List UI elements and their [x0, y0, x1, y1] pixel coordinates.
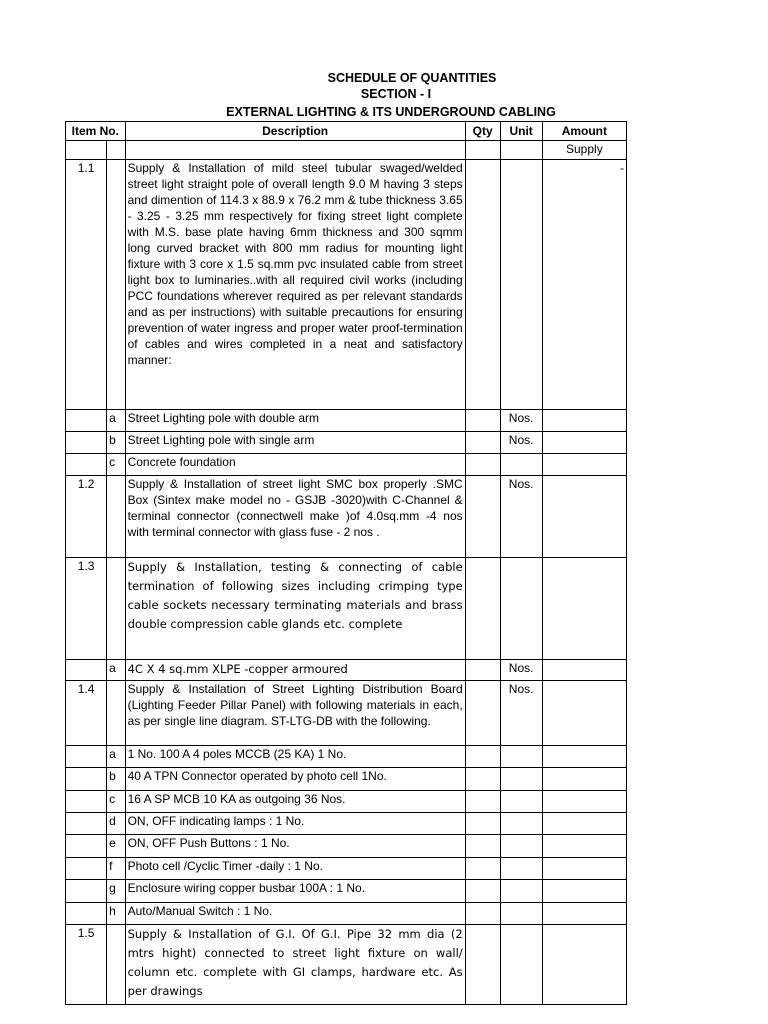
section-title: SECTION - I [360, 87, 432, 101]
schedule-table [65, 121, 627, 1005]
sub-item-description: 4C X 4 sq.mm XLPE -copper armoured [125, 660, 465, 681]
sub-item-description: Photo cell /Cyclic Timer -daily : 1 No. [125, 858, 465, 880]
section-subtitle: EXTERNAL LIGHTING & ITS UNDERGROUND CABLING [226, 105, 556, 119]
item-number: 1.5 [66, 925, 107, 1005]
item-description: Supply & Installation of Street Lighting Distribution Board (Lighting Feeder Pillar Panel) with following materials in each, as per single line diagram. ST-LTG-DB with the following. [125, 681, 465, 746]
sub-item-description: ON, OFF Push Buttons : 1 No. [125, 835, 465, 858]
sub-item-code: c [107, 454, 125, 476]
sub-item-code: b [107, 768, 125, 791]
sub-item-code: b [107, 432, 125, 454]
sub-item-code: a [107, 746, 125, 768]
item-description: Supply & Installation, testing & connecting of cable termination of following sizes including crimping type cable sockets necessary terminating materials and brass double compression cable glands etc. complete [125, 558, 465, 660]
sub-item-code: g [107, 880, 125, 903]
sub-item-description: Enclosure wiring copper busbar 100A : 1 No. [125, 880, 465, 903]
item-unit: Nos. [500, 476, 542, 558]
item-number: 1.1 [66, 160, 107, 410]
table-row [66, 746, 627, 768]
sub-item-description: 16 A SP MCB 10 KA as outgoing 36 Nos. [125, 791, 465, 813]
table-row [66, 660, 627, 681]
column-header-amount: Amount [542, 122, 626, 141]
sub-item-code: h [107, 903, 125, 925]
item-unit: Nos. [500, 410, 542, 432]
item-description: Supply & Installation of mild steel tubular swaged/welded street light straight pole of overall length 9.0 M having 3 steps and dimention of 114.3 x 88.9 x 76.2 mm & tube thickness 3.65 - 3.25 - 3.25 mm respectively for fixing street light complete with M.S. base plate having 6mm thickness and 300 sqmm long curved bracket with 800 mm radius for mounting light fixture with 3 core x 1.5 sq.mm pvc insulated cable from street light box to luminaries..with all required civil works (including PCC foundations wherever required as per relevant standards and as per instructions) with suitable precautions for ensuring prevention of water ingress and proper water proof-termination of cables and wires completed in a neat and satisfactory manner: [125, 160, 465, 410]
table-row [66, 858, 627, 880]
table-row [66, 160, 627, 410]
item-number: 1.3 [66, 558, 107, 660]
column-header-description: Description [125, 122, 465, 141]
table-subheader-row [66, 141, 627, 160]
sub-item-description: Street Lighting pole with double arm [125, 410, 465, 432]
item-number: 1.4 [66, 681, 107, 746]
sub-item-code: c [107, 791, 125, 813]
table-row [66, 454, 627, 476]
sub-item-description: Auto/Manual Switch : 1 No. [125, 903, 465, 925]
sub-item-code: f [107, 858, 125, 880]
table-row [66, 558, 627, 660]
sub-item-description: Street Lighting pole with single arm [125, 432, 465, 454]
column-header-qty: Qty [465, 122, 500, 141]
table-row [66, 410, 627, 432]
column-header-supply: Supply [542, 141, 626, 160]
item-description: Supply & Installation of G.I. Of G.I. Pipe 32 mm dia (2 mtrs hight) connected to street light fixture on wall/ column etc. complete with GI clamps, hardware etc. As per drawings [125, 925, 465, 1005]
sub-item-code: a [107, 660, 125, 681]
column-header-unit: Unit [500, 122, 542, 141]
item-unit: Nos. [500, 681, 542, 746]
table-row [66, 791, 627, 813]
item-unit: Nos. [500, 432, 542, 454]
document-title: SCHEDULE OF QUANTITIES [327, 71, 497, 85]
table-row [66, 432, 627, 454]
item-description: Supply & Installation of street light SMC box properly .SMC Box (Sintex make model no - GSJB -3020)with C-Channel & terminal connector (connectwell make )of 4.0sq.mm -4 nos with terminal connector with glass fuse - 2 nos . [125, 476, 465, 558]
sub-item-description: 40 A TPN Connector operated by photo cell 1No. [125, 768, 465, 791]
table-row [66, 835, 627, 858]
table-row [66, 880, 627, 903]
table-row [66, 903, 627, 925]
item-number: 1.2 [66, 476, 107, 558]
table-row [66, 925, 627, 1005]
item-unit: Nos. [500, 660, 542, 681]
sub-item-description: 1 No. 100 A 4 poles MCCB (25 KA) 1 No. [125, 746, 465, 768]
sub-item-code: a [107, 410, 125, 432]
sub-item-description: Concrete foundation [125, 454, 465, 476]
table-row [66, 768, 627, 791]
column-header-item-no: Item No. [66, 122, 126, 141]
table-row [66, 476, 627, 558]
table-row [66, 681, 627, 746]
sub-item-description: ON, OFF indicating lamps : 1 No. [125, 813, 465, 835]
table-header-row [66, 122, 627, 141]
table-row [66, 813, 627, 835]
item-amount: - [542, 160, 626, 410]
sub-item-code: d [107, 813, 125, 835]
sub-item-code: e [107, 835, 125, 858]
